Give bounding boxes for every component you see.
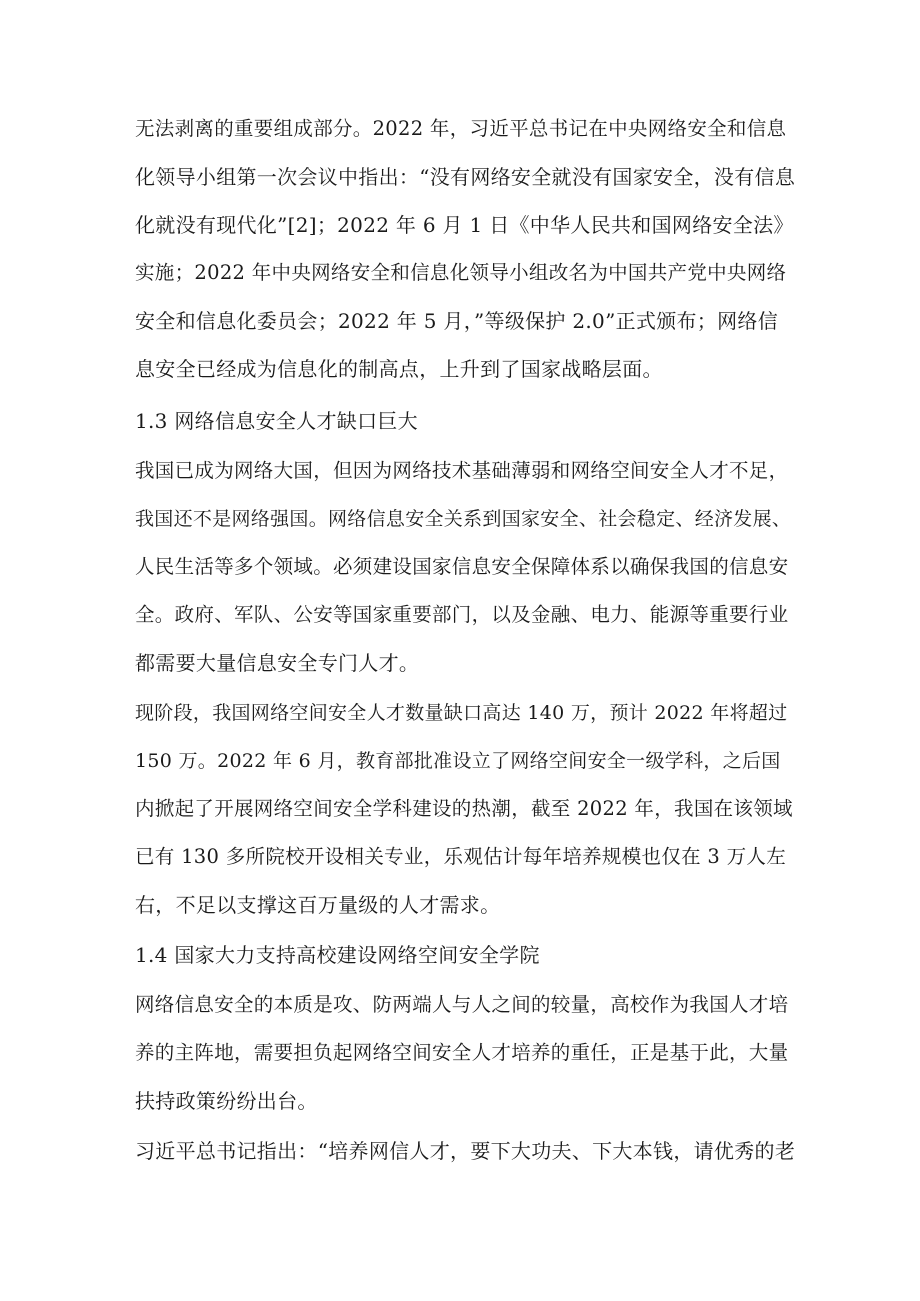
paragraph-line: 实施；2022 年中央网络安全和信息化领导小组改名为中国共产党中央网络: [135, 261, 787, 284]
paragraph-line: 习近平总书记指出：“培养网信人才，要下大功夫、下大本钱，请优秀的老: [135, 1139, 796, 1163]
section-heading: 1.3 网络信息安全人才缺口巨大: [135, 409, 418, 433]
paragraph-line: 网络信息安全的本质是攻、防两端人与人之间的较量，高校作为我国人才培: [135, 993, 789, 1016]
paragraph-line: 全。政府、军队、公安等国家重要部门，以及金融、电力、能源等重要行业: [135, 603, 789, 626]
paragraph-line: 安全和信息化委员会；2022 年 5 月，”等级保护 2.0”正式颁布；网络信: [135, 309, 779, 333]
paragraph-line: 养的主阵地，需要担负起网络空间安全人才培养的重任，正是基于此，大量: [135, 1041, 789, 1064]
paragraph-line: 我国已成为网络大国，但因为网络技术基础薄弱和网络空间安全人才不足，: [135, 459, 789, 482]
paragraph-line: 人民生活等多个领域。必须建设国家信息安全保障体系以确保我国的信息安: [135, 555, 789, 578]
paragraph-line: 我国还不是网络强国。网络信息安全关系到国家安全、社会稳定、经济发展、: [135, 508, 792, 530]
paragraph-line: 化领导小组第一次会议中指出：“没有网络安全就没有国家安全，没有信息: [135, 165, 796, 189]
paragraph-line: 150 万。2022 年 6 月，教育部批准设立了网络空间安全一级学科，之后国: [135, 750, 781, 772]
paragraph-line: 现阶段，我国网络空间安全人才数量缺口高达 140 万，预计 2022 年将超过: [135, 702, 788, 724]
section-heading: 1.4 国家大力支持高校建设网络空间安全学院: [135, 943, 540, 967]
paragraph-line: 无法剥离的重要组成部分。2022 年，习近平总书记在中央网络安全和信息: [135, 117, 787, 140]
paragraph-line: 都需要大量信息安全专门人才。: [135, 651, 420, 675]
paragraph-line: 右，不足以支撑这百万量级的人才需求。: [135, 893, 501, 917]
paragraph-line: 化就没有现代化”[2]；2022 年 6 月 1 日《中华人民共和国网络安全法》: [135, 213, 794, 237]
paragraph-line: 扶持政策纷纷出台。: [135, 1089, 318, 1113]
paragraph-line: 息安全已经成为信息化的制高点，上升到了国家战略层面。: [135, 357, 663, 381]
paragraph-line: 已有 130 多所院校开设相关专业，乐观估计每年培养规模也仅在 3 万人左: [135, 845, 787, 868]
paragraph-line: 内掀起了开展网络空间安全学科建设的热潮，截至 2022 年，我国在该领域: [135, 797, 793, 820]
